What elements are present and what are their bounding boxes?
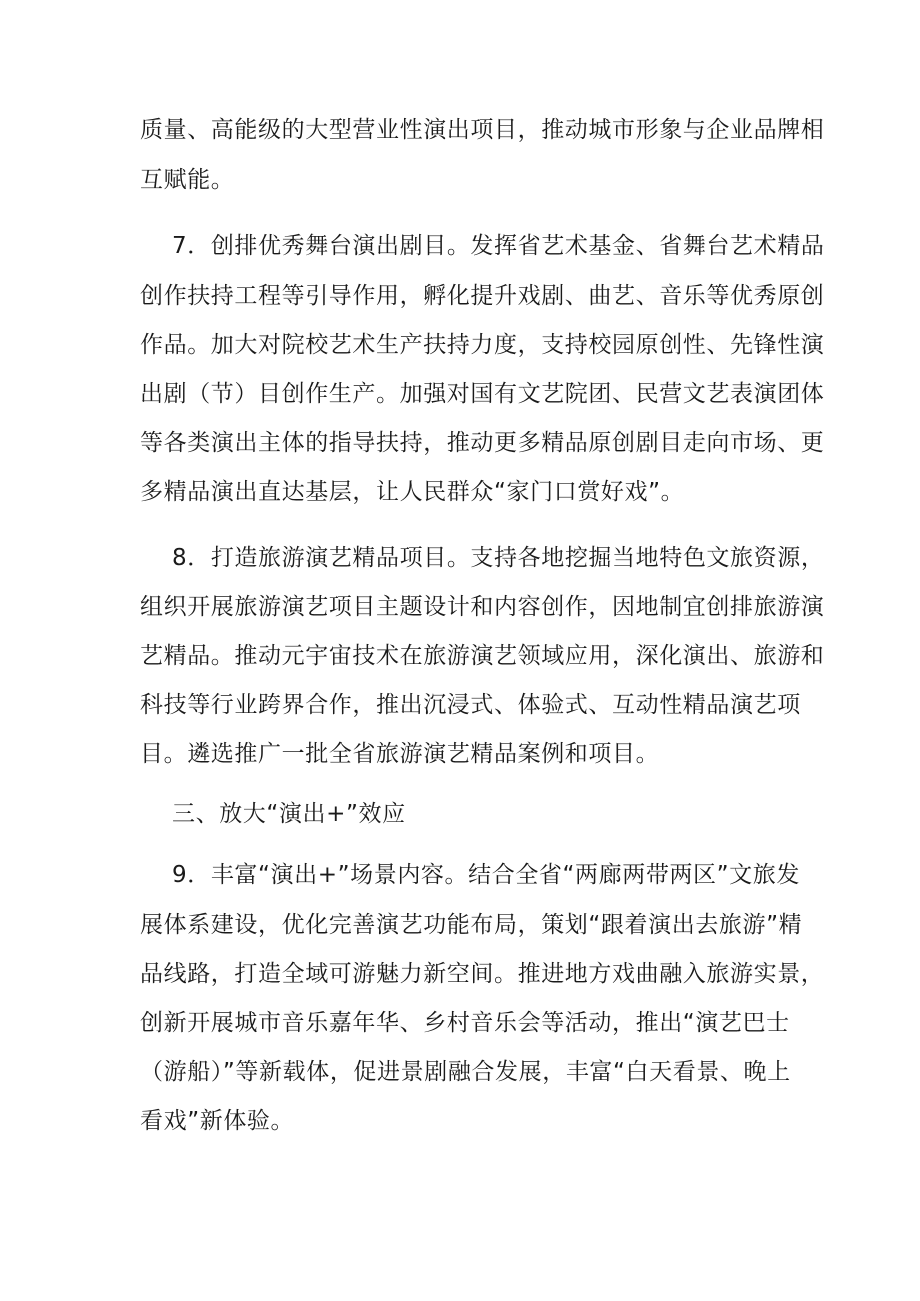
paragraph-7-line: 作品。加大对院校艺术生产扶持力度，支持校园原创性、先锋性演 <box>140 332 825 358</box>
paragraph-8-line: 科技等行业跨界合作，推出沉浸式、体验式、互动性精品演艺项 <box>140 692 801 718</box>
paragraph-line: 质量、高能级的大型营业性演出项目，推动城市形象与企业品牌相 <box>140 117 825 143</box>
paragraph-9-line: 创新开展城市音乐嘉年华、乡村音乐会等活动，推出“演艺巴士 <box>140 1010 790 1036</box>
paragraph-7-line: 出剧（节）目创作生产。加强对国有文艺院团、民营文艺表演团体 <box>140 381 825 407</box>
section-heading: 三、放大“演出+”效应 <box>172 801 406 827</box>
paragraph-8-line: 目。遴选推广一批全省旅游演艺精品案例和项目。 <box>140 741 660 767</box>
paragraph-9-line: 9．丰富“演出+”场景内容。结合全省“两廊两带两区”文旅发 <box>172 862 800 888</box>
paragraph-8-line: 8．打造旅游演艺精品项目。支持各地挖掘当地特色文旅资源， <box>172 545 825 571</box>
paragraph-9-line: 看戏”新体验。 <box>140 1108 295 1134</box>
paragraph-9-line: （游船）”等新载体，促进景剧融合发展，丰富“白天看景、晚上 <box>140 1059 791 1085</box>
paragraph-line: 互赋能。 <box>140 167 235 193</box>
paragraph-7-line: 7．创排优秀舞台演出剧目。发挥省艺术基金、省舞台艺术精品 <box>172 233 825 259</box>
paragraph-7-line: 创作扶持工程等引导作用，孵化提升戏剧、曲艺、音乐等优秀原创 <box>140 283 825 309</box>
paragraph-8-line: 艺精品。推动元宇宙技术在旅游演艺领域应用，深化演出、旅游和 <box>140 643 825 669</box>
paragraph-9-line: 展体系建设，优化完善演艺功能布局，策划“跟着演出去旅游”精 <box>140 912 803 938</box>
paragraph-8-line: 组织开展旅游演艺项目主题设计和内容创作，因地制宜创排旅游演 <box>140 594 825 620</box>
paragraph-9-line: 品线路，打造全域可游魅力新空间。推进地方戏曲融入旅游实景， <box>140 961 825 987</box>
paragraph-7-line: 等各类演出主体的指导扶持，推动更多精品原创剧目走向市场、更 <box>140 430 825 456</box>
paragraph-7-line: 多精品演出直达基层，让人民群众“家门口赏好戏”。 <box>140 479 685 505</box>
